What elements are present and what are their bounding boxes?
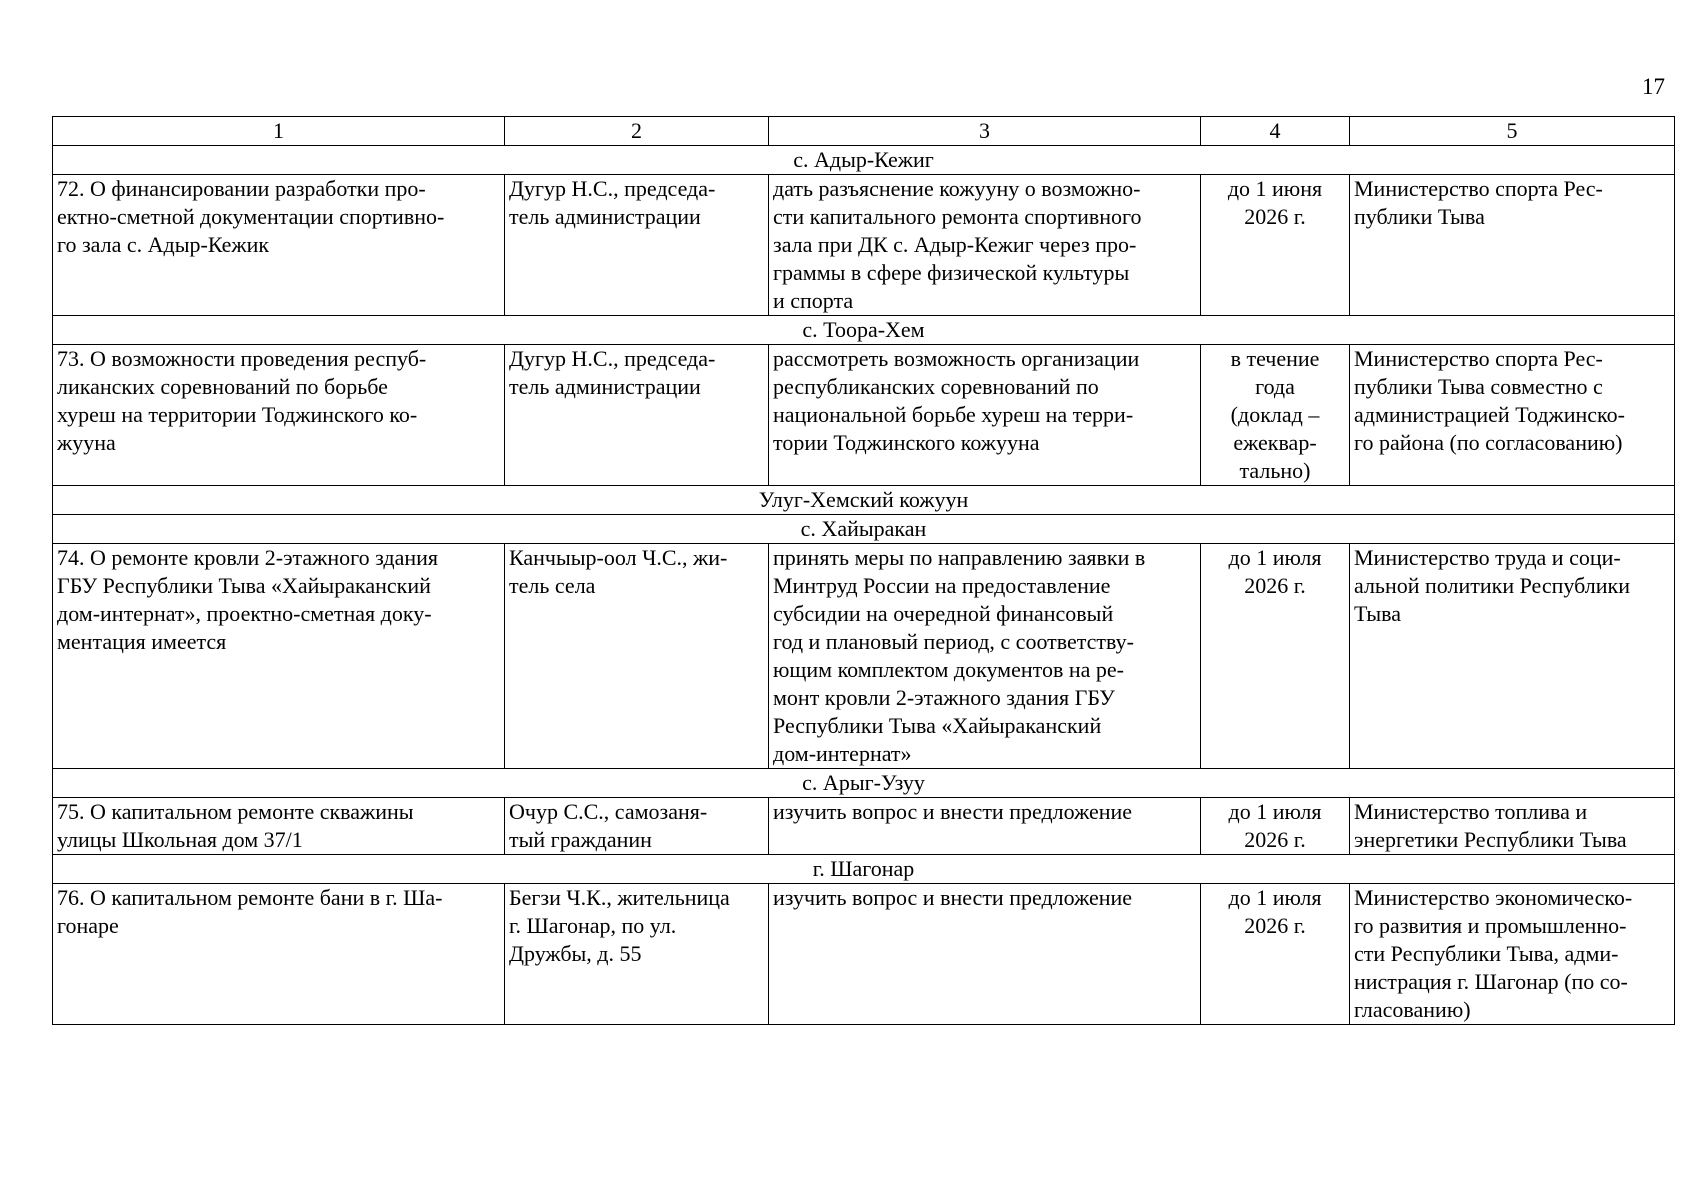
column-header: 1: [53, 117, 505, 146]
deadline-cell: до 1 июля 2026 г.: [1201, 544, 1350, 769]
table-row: [53, 345, 1675, 486]
issue-cell: 76. О капитальном ремонте бани в г. Ша- гонаре: [53, 884, 505, 1025]
section-title: с. Хайыракан: [53, 515, 1675, 544]
issue-cell: 74. О ремонте кровли 2-этажного здания ГБУ Республики Тыва «Хайыраканский дом-интернат», проектно-сметная доку- ментация имеется: [53, 544, 505, 769]
applicant-cell: Дугур Н.С., председа- тель администрации: [505, 345, 769, 486]
deadline-cell: до 1 июня 2026 г.: [1201, 175, 1350, 316]
column-header: 4: [1201, 117, 1350, 146]
column-header: 3: [769, 117, 1201, 146]
applicant-cell: Очур С.С., самозаня- тый гражданин: [505, 798, 769, 855]
measure-cell: изучить вопрос и внести предложение: [769, 884, 1201, 1025]
deadline-cell: до 1 июля 2026 г.: [1201, 884, 1350, 1025]
section-row: [53, 855, 1675, 884]
document-table: [52, 116, 1675, 1025]
section-row: [53, 486, 1675, 515]
section-row: [53, 515, 1675, 544]
table-row: [53, 175, 1675, 316]
issue-cell: 73. О возможности проведения респуб- ликанских соревнований по борьбе хуреш на территории Тоджинского ко- жууна: [53, 345, 505, 486]
column-header: 5: [1350, 117, 1675, 146]
responsible-cell: Министерство спорта Рес- публики Тыва совместно с администрацией Тоджинско- го района (по согласованию): [1350, 345, 1675, 486]
section-row: [53, 316, 1675, 345]
table-row: [53, 544, 1675, 769]
applicant-cell: Канчыыр-оол Ч.С., жи- тель села: [505, 544, 769, 769]
issue-cell: 75. О капитальном ремонте скважины улицы Школьная дом 37/1: [53, 798, 505, 855]
page-number: 17: [1642, 74, 1665, 99]
measure-cell: дать разъяснение кожууну о возможно- сти капитального ремонта спортивного зала при ДК с. Адыр-Кежиг через про- граммы в сфере физической культуры и спорта: [769, 175, 1201, 316]
applicant-cell: Бегзи Ч.К., жительница г. Шагонар, по ул. Дружбы, д. 55: [505, 884, 769, 1025]
responsible-cell: Министерство топлива и энергетики Республики Тыва: [1350, 798, 1675, 855]
section-row: [53, 769, 1675, 798]
responsible-cell: Министерство спорта Рес- публики Тыва: [1350, 175, 1675, 316]
responsible-cell: Министерство труда и соци- альной политики Республики Тыва: [1350, 544, 1675, 769]
responsible-cell: Министерство экономическо- го развития и промышленно- сти Республики Тыва, адми- нистрация г. Шагонар (по со- гласованию): [1350, 884, 1675, 1025]
region-title: Улуг-Хемский кожуун: [53, 486, 1675, 515]
measure-cell: принять меры по направлению заявки в Минтруд России на предоставление субсидии на очередной финансовый год и плановый период, с соответству- ющим комплектом документов на ре- монт кровли 2-этажного здания ГБУ Республики Тыва «Хайыраканский дом-интернат»: [769, 544, 1201, 769]
applicant-cell: Дугур Н.С., председа- тель администрации: [505, 175, 769, 316]
table-header-row: [53, 117, 1675, 146]
table-row: [53, 884, 1675, 1025]
measure-cell: рассмотреть возможность организации республиканских соревнований по национальной борьбе хуреш на терри- тории Тоджинского кожууна: [769, 345, 1201, 486]
measure-cell: изучить вопрос и внести предложение: [769, 798, 1201, 855]
section-title: с. Арыг-Узуу: [53, 769, 1675, 798]
section-row: [53, 146, 1675, 175]
deadline-cell: до 1 июля 2026 г.: [1201, 798, 1350, 855]
issue-cell: 72. О финансировании разработки про- ектно-сметной документации спортивно- го зала с. Адыр-Кежик: [53, 175, 505, 316]
table-row: [53, 798, 1675, 855]
section-title: с. Тоора-Хем: [53, 316, 1675, 345]
section-title: с. Адыр-Кежиг: [53, 146, 1675, 175]
deadline-cell: в течение года (доклад – ежеквар- тально): [1201, 345, 1350, 486]
column-header: 2: [505, 117, 769, 146]
section-title: г. Шагонар: [53, 855, 1675, 884]
